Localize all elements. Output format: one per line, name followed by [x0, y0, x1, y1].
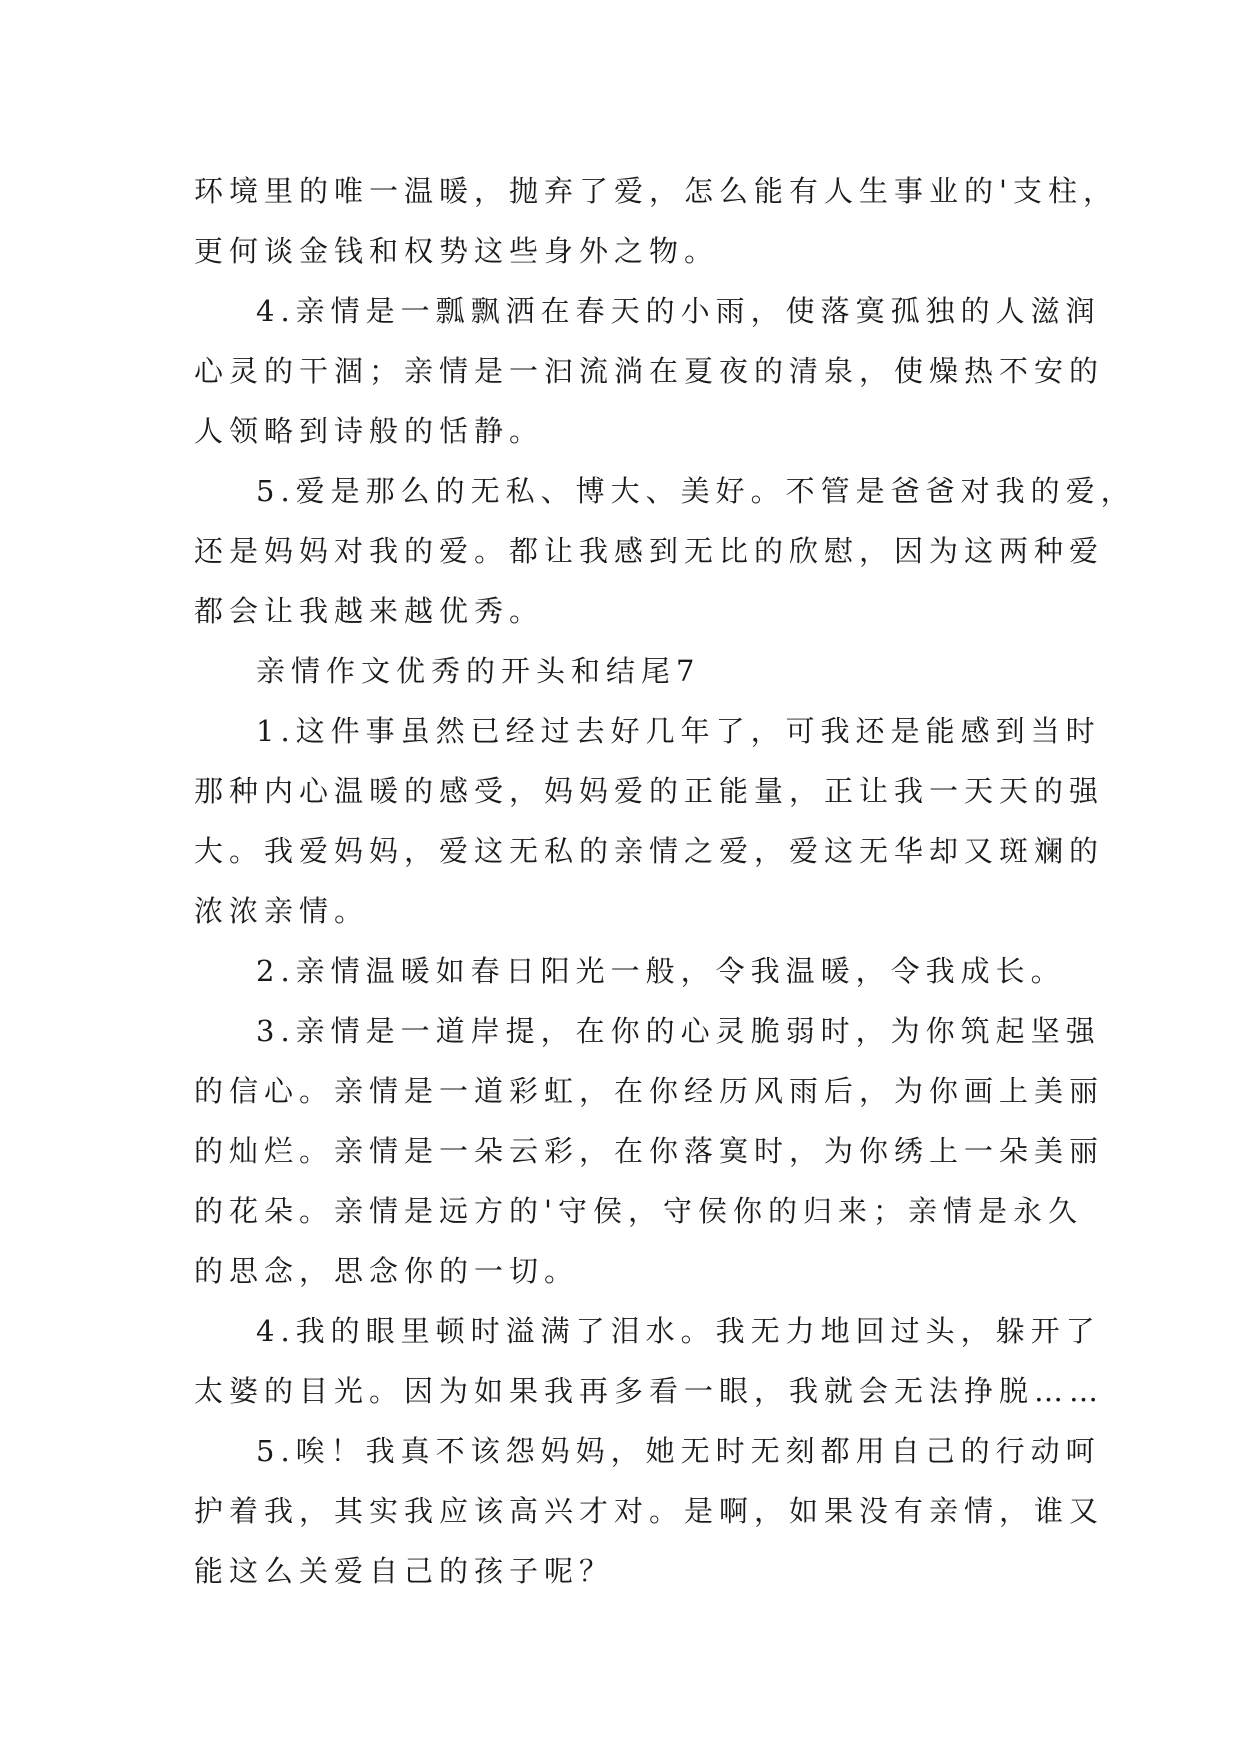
text-line: 浓浓亲情。	[194, 894, 370, 928]
text-line: 更何谈金钱和权势这些身外之物。	[194, 234, 720, 268]
text-line: 大。我爱妈妈，爱这无私的亲情之爱，爱这无华却又斑斓的	[194, 834, 1105, 868]
text-line: 那种内心温暖的感受，妈妈爱的正能量，正让我一天天的强	[194, 774, 1105, 808]
text-line: 心灵的干涸；亲情是一汩流淌在夏夜的清泉，使燥热不安的	[194, 354, 1105, 388]
text-line: 人领略到诗般的恬静。	[194, 414, 545, 448]
text-line: 5.爱是那么的无私、博大、美好。不管是爸爸对我的爱，	[256, 474, 1136, 508]
text-line: 4.亲情是一瓢飘洒在春天的小雨，使落寞孤独的人滋润	[256, 294, 1101, 328]
text-line: 的信心。亲情是一道彩虹，在你经历风雨后，为你画上美丽	[194, 1074, 1105, 1108]
text-line: 2.亲情温暖如春日阳光一般，令我温暖，令我成长。	[256, 954, 1066, 988]
text-line: 4.我的眼里顿时溢满了泪水。我无力地回过头，躲开了	[256, 1314, 1101, 1348]
text-line: 环境里的唯一温暖，抛弃了爱，怎么能有人生事业的'支柱，	[194, 174, 1118, 208]
text-line: 护着我，其实我应该高兴才对。是啊，如果没有亲情，谁又	[194, 1494, 1105, 1528]
text-line: 5.唉！我真不该怨妈妈，她无时无刻都用自己的行动呵	[256, 1434, 1101, 1468]
text-line: 的灿烂。亲情是一朵云彩，在你落寞时，为你绣上一朵美丽	[194, 1134, 1105, 1168]
text-line: 太婆的目光。因为如果我再多看一眼，我就会无法挣脱……	[194, 1374, 1105, 1408]
text-line: 的花朵。亲情是远方的'守侯，守侯你的归来；亲情是永久	[194, 1194, 1083, 1228]
text-line: 3.亲情是一道岸提，在你的心灵脆弱时，为你筑起坚强	[256, 1014, 1101, 1048]
text-line: 还是妈妈对我的爱。都让我感到无比的欣慰，因为这两种爱	[194, 534, 1105, 568]
section-heading: 亲情作文优秀的开头和结尾7	[256, 654, 701, 688]
text-line: 1.这件事虽然已经过去好几年了，可我还是能感到当时	[256, 714, 1101, 748]
text-line: 都会让我越来越优秀。	[194, 594, 545, 628]
text-line: 能这么关爱自己的孩子呢？	[194, 1554, 615, 1588]
text-line: 的思念，思念你的一切。	[194, 1254, 580, 1288]
